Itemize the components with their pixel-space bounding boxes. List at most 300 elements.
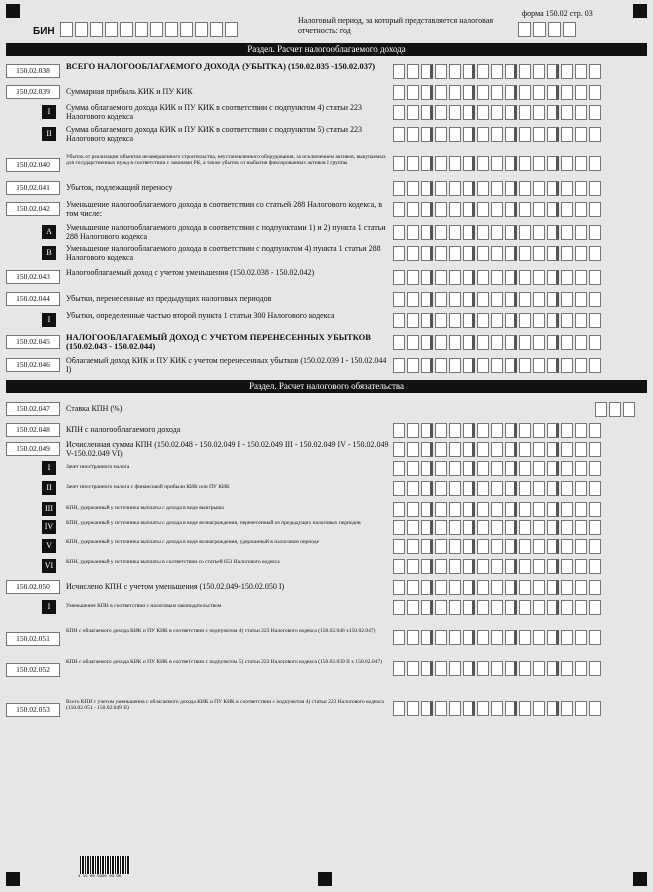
digit-cell[interactable] bbox=[519, 246, 531, 261]
digit-cell[interactable] bbox=[435, 225, 447, 240]
digit-cell[interactable] bbox=[407, 580, 419, 595]
digit-cell[interactable] bbox=[407, 481, 419, 496]
digit-cell[interactable] bbox=[435, 358, 447, 373]
digit-cell[interactable] bbox=[561, 701, 573, 716]
digit-cell[interactable] bbox=[477, 461, 489, 476]
digit-cell[interactable] bbox=[505, 461, 517, 476]
digit-cell[interactable] bbox=[477, 559, 489, 574]
digit-cell[interactable] bbox=[477, 156, 489, 171]
digit-cell[interactable] bbox=[463, 701, 475, 716]
digit-cell[interactable] bbox=[477, 358, 489, 373]
digit-cell[interactable] bbox=[547, 502, 559, 517]
digit-cell[interactable] bbox=[561, 225, 573, 240]
digit-cell[interactable] bbox=[575, 600, 587, 615]
digit-cell[interactable] bbox=[575, 181, 587, 196]
digit-cell[interactable] bbox=[505, 127, 517, 142]
digit-cell[interactable] bbox=[421, 181, 433, 196]
digit-cell[interactable] bbox=[421, 461, 433, 476]
digit-cell[interactable] bbox=[518, 22, 531, 37]
digit-cell[interactable] bbox=[519, 580, 531, 595]
amount-input[interactable] bbox=[393, 270, 601, 285]
digit-cell[interactable] bbox=[589, 181, 601, 196]
digit-cell[interactable] bbox=[575, 442, 587, 457]
digit-cell[interactable] bbox=[547, 559, 559, 574]
digit-cell[interactable] bbox=[449, 85, 461, 100]
digit-cell[interactable] bbox=[421, 661, 433, 676]
digit-cell[interactable] bbox=[519, 701, 531, 716]
digit-cell[interactable] bbox=[589, 85, 601, 100]
digit-cell[interactable] bbox=[435, 701, 447, 716]
digit-cell[interactable] bbox=[435, 156, 447, 171]
digit-cell[interactable] bbox=[533, 156, 545, 171]
digit-cell[interactable] bbox=[547, 246, 559, 261]
digit-cell[interactable] bbox=[407, 661, 419, 676]
digit-cell[interactable] bbox=[449, 559, 461, 574]
digit-cell[interactable] bbox=[519, 358, 531, 373]
digit-cell[interactable] bbox=[477, 539, 489, 554]
digit-cell[interactable] bbox=[120, 22, 133, 37]
digit-cell[interactable] bbox=[135, 22, 148, 37]
digit-cell[interactable] bbox=[477, 292, 489, 307]
amount-input[interactable] bbox=[393, 520, 601, 535]
digit-cell[interactable] bbox=[561, 105, 573, 120]
digit-cell[interactable] bbox=[561, 64, 573, 79]
digit-cell[interactable] bbox=[505, 181, 517, 196]
digit-cell[interactable] bbox=[449, 105, 461, 120]
digit-cell[interactable] bbox=[533, 292, 545, 307]
digit-cell[interactable] bbox=[393, 481, 405, 496]
digit-cell[interactable] bbox=[393, 292, 405, 307]
digit-cell[interactable] bbox=[575, 481, 587, 496]
digit-cell[interactable] bbox=[463, 442, 475, 457]
digit-cell[interactable] bbox=[589, 630, 601, 645]
digit-cell[interactable] bbox=[575, 246, 587, 261]
digit-cell[interactable] bbox=[407, 270, 419, 285]
amount-input[interactable] bbox=[393, 502, 601, 517]
digit-cell[interactable] bbox=[477, 335, 489, 350]
digit-cell[interactable] bbox=[393, 442, 405, 457]
digit-cell[interactable] bbox=[210, 22, 223, 37]
digit-cell[interactable] bbox=[407, 335, 419, 350]
digit-cell[interactable] bbox=[421, 225, 433, 240]
digit-cell[interactable] bbox=[435, 313, 447, 328]
digit-cell[interactable] bbox=[589, 292, 601, 307]
digit-cell[interactable] bbox=[561, 539, 573, 554]
digit-cell[interactable] bbox=[449, 313, 461, 328]
digit-cell[interactable] bbox=[421, 559, 433, 574]
digit-cell[interactable] bbox=[561, 156, 573, 171]
digit-cell[interactable] bbox=[519, 85, 531, 100]
digit-cell[interactable] bbox=[575, 156, 587, 171]
digit-cell[interactable] bbox=[533, 225, 545, 240]
digit-cell[interactable] bbox=[435, 600, 447, 615]
digit-cell[interactable] bbox=[435, 520, 447, 535]
digit-cell[interactable] bbox=[407, 105, 419, 120]
digit-cell[interactable] bbox=[407, 181, 419, 196]
digit-cell[interactable] bbox=[477, 202, 489, 217]
digit-cell[interactable] bbox=[575, 661, 587, 676]
digit-cell[interactable] bbox=[533, 701, 545, 716]
digit-cell[interactable] bbox=[463, 270, 475, 285]
digit-cell[interactable] bbox=[463, 520, 475, 535]
digit-cell[interactable] bbox=[533, 600, 545, 615]
digit-cell[interactable] bbox=[449, 442, 461, 457]
digit-cell[interactable] bbox=[491, 559, 503, 574]
amount-input[interactable] bbox=[393, 539, 601, 554]
digit-cell[interactable] bbox=[519, 105, 531, 120]
digit-cell[interactable] bbox=[407, 246, 419, 261]
digit-cell[interactable] bbox=[533, 502, 545, 517]
digit-cell[interactable] bbox=[421, 580, 433, 595]
digit-cell[interactable] bbox=[563, 22, 576, 37]
digit-cell[interactable] bbox=[505, 442, 517, 457]
digit-cell[interactable] bbox=[533, 181, 545, 196]
digit-cell[interactable] bbox=[589, 105, 601, 120]
digit-cell[interactable] bbox=[589, 661, 601, 676]
digit-cell[interactable] bbox=[195, 22, 208, 37]
digit-cell[interactable] bbox=[575, 270, 587, 285]
digit-cell[interactable] bbox=[589, 64, 601, 79]
digit-cell[interactable] bbox=[407, 630, 419, 645]
digit-cell[interactable] bbox=[547, 539, 559, 554]
digit-cell[interactable] bbox=[449, 64, 461, 79]
digit-cell[interactable] bbox=[505, 630, 517, 645]
digit-cell[interactable] bbox=[561, 661, 573, 676]
digit-cell[interactable] bbox=[547, 105, 559, 120]
digit-cell[interactable] bbox=[393, 202, 405, 217]
digit-cell[interactable] bbox=[609, 402, 621, 417]
digit-cell[interactable] bbox=[589, 246, 601, 261]
digit-cell[interactable] bbox=[505, 64, 517, 79]
digit-cell[interactable] bbox=[491, 442, 503, 457]
digit-cell[interactable] bbox=[519, 292, 531, 307]
digit-cell[interactable] bbox=[491, 246, 503, 261]
digit-cell[interactable] bbox=[449, 423, 461, 438]
digit-cell[interactable] bbox=[477, 127, 489, 142]
digit-cell[interactable] bbox=[575, 539, 587, 554]
digit-cell[interactable] bbox=[491, 292, 503, 307]
digit-cell[interactable] bbox=[421, 85, 433, 100]
digit-cell[interactable] bbox=[505, 246, 517, 261]
digit-cell[interactable] bbox=[505, 358, 517, 373]
digit-cell[interactable] bbox=[463, 580, 475, 595]
digit-cell[interactable] bbox=[595, 402, 607, 417]
digit-cell[interactable] bbox=[505, 701, 517, 716]
digit-cell[interactable] bbox=[449, 701, 461, 716]
digit-cell[interactable] bbox=[533, 423, 545, 438]
digit-cell[interactable] bbox=[393, 701, 405, 716]
digit-cell[interactable] bbox=[421, 335, 433, 350]
digit-cell[interactable] bbox=[575, 85, 587, 100]
digit-cell[interactable] bbox=[449, 520, 461, 535]
digit-cell[interactable] bbox=[435, 481, 447, 496]
amount-input[interactable] bbox=[393, 181, 601, 196]
digit-cell[interactable] bbox=[477, 701, 489, 716]
digit-cell[interactable] bbox=[60, 22, 73, 37]
digit-cell[interactable] bbox=[533, 64, 545, 79]
digit-cell[interactable] bbox=[561, 246, 573, 261]
digit-cell[interactable] bbox=[75, 22, 88, 37]
digit-cell[interactable] bbox=[561, 580, 573, 595]
digit-cell[interactable] bbox=[589, 156, 601, 171]
digit-cell[interactable] bbox=[491, 701, 503, 716]
digit-cell[interactable] bbox=[589, 502, 601, 517]
digit-cell[interactable] bbox=[463, 661, 475, 676]
digit-cell[interactable] bbox=[407, 502, 419, 517]
digit-cell[interactable] bbox=[477, 661, 489, 676]
digit-cell[interactable] bbox=[547, 292, 559, 307]
digit-cell[interactable] bbox=[547, 313, 559, 328]
amount-input[interactable] bbox=[393, 461, 601, 476]
digit-cell[interactable] bbox=[421, 600, 433, 615]
digit-cell[interactable] bbox=[533, 85, 545, 100]
digit-cell[interactable] bbox=[519, 335, 531, 350]
digit-cell[interactable] bbox=[589, 313, 601, 328]
digit-cell[interactable] bbox=[589, 701, 601, 716]
digit-cell[interactable] bbox=[589, 202, 601, 217]
digit-cell[interactable] bbox=[407, 85, 419, 100]
digit-cell[interactable] bbox=[449, 156, 461, 171]
digit-cell[interactable] bbox=[519, 156, 531, 171]
digit-cell[interactable] bbox=[225, 22, 238, 37]
digit-cell[interactable] bbox=[491, 502, 503, 517]
digit-cell[interactable] bbox=[407, 461, 419, 476]
digit-cell[interactable] bbox=[477, 313, 489, 328]
digit-cell[interactable] bbox=[407, 423, 419, 438]
digit-cell[interactable] bbox=[491, 539, 503, 554]
digit-cell[interactable] bbox=[435, 502, 447, 517]
digit-cell[interactable] bbox=[547, 701, 559, 716]
digit-cell[interactable] bbox=[421, 105, 433, 120]
digit-cell[interactable] bbox=[491, 423, 503, 438]
digit-cell[interactable] bbox=[519, 661, 531, 676]
digit-cell[interactable] bbox=[435, 202, 447, 217]
digit-cell[interactable] bbox=[547, 600, 559, 615]
digit-cell[interactable] bbox=[393, 461, 405, 476]
digit-cell[interactable] bbox=[491, 127, 503, 142]
digit-cell[interactable] bbox=[491, 461, 503, 476]
digit-cell[interactable] bbox=[575, 292, 587, 307]
digit-cell[interactable] bbox=[547, 520, 559, 535]
digit-cell[interactable] bbox=[435, 661, 447, 676]
digit-cell[interactable] bbox=[519, 461, 531, 476]
digit-cell[interactable] bbox=[589, 127, 601, 142]
amount-input[interactable] bbox=[393, 313, 601, 328]
digit-cell[interactable] bbox=[547, 630, 559, 645]
digit-cell[interactable] bbox=[165, 22, 178, 37]
digit-cell[interactable] bbox=[449, 661, 461, 676]
digit-cell[interactable] bbox=[407, 313, 419, 328]
digit-cell[interactable] bbox=[421, 442, 433, 457]
digit-cell[interactable] bbox=[463, 181, 475, 196]
amount-input[interactable] bbox=[393, 156, 601, 171]
digit-cell[interactable] bbox=[435, 559, 447, 574]
digit-cell[interactable] bbox=[519, 225, 531, 240]
digit-cell[interactable] bbox=[491, 313, 503, 328]
amount-input[interactable] bbox=[393, 292, 601, 307]
digit-cell[interactable] bbox=[105, 22, 118, 37]
digit-cell[interactable] bbox=[519, 630, 531, 645]
digit-cell[interactable] bbox=[533, 202, 545, 217]
digit-cell[interactable] bbox=[491, 481, 503, 496]
digit-cell[interactable] bbox=[491, 580, 503, 595]
digit-cell[interactable] bbox=[393, 270, 405, 285]
amount-input[interactable] bbox=[393, 127, 601, 142]
digit-cell[interactable] bbox=[477, 442, 489, 457]
digit-cell[interactable] bbox=[533, 481, 545, 496]
digit-cell[interactable] bbox=[435, 335, 447, 350]
digit-cell[interactable] bbox=[435, 64, 447, 79]
digit-cell[interactable] bbox=[407, 539, 419, 554]
digit-cell[interactable] bbox=[561, 335, 573, 350]
digit-cell[interactable] bbox=[180, 22, 193, 37]
digit-cell[interactable] bbox=[491, 64, 503, 79]
digit-cell[interactable] bbox=[561, 423, 573, 438]
digit-cell[interactable] bbox=[463, 358, 475, 373]
digit-cell[interactable] bbox=[477, 520, 489, 535]
digit-cell[interactable] bbox=[421, 127, 433, 142]
digit-cell[interactable] bbox=[575, 358, 587, 373]
digit-cell[interactable] bbox=[575, 202, 587, 217]
amount-input[interactable] bbox=[393, 358, 601, 373]
digit-cell[interactable] bbox=[491, 202, 503, 217]
digit-cell[interactable] bbox=[407, 520, 419, 535]
digit-cell[interactable] bbox=[547, 85, 559, 100]
digit-cell[interactable] bbox=[561, 127, 573, 142]
digit-cell[interactable] bbox=[435, 85, 447, 100]
digit-cell[interactable] bbox=[393, 85, 405, 100]
digit-cell[interactable] bbox=[393, 539, 405, 554]
digit-cell[interactable] bbox=[421, 292, 433, 307]
digit-cell[interactable] bbox=[449, 202, 461, 217]
digit-cell[interactable] bbox=[505, 661, 517, 676]
digit-cell[interactable] bbox=[491, 156, 503, 171]
digit-cell[interactable] bbox=[505, 292, 517, 307]
digit-cell[interactable] bbox=[407, 225, 419, 240]
amount-input[interactable] bbox=[393, 423, 601, 438]
digit-cell[interactable] bbox=[575, 520, 587, 535]
digit-cell[interactable] bbox=[421, 630, 433, 645]
amount-input[interactable] bbox=[393, 105, 601, 120]
digit-cell[interactable] bbox=[435, 580, 447, 595]
digit-cell[interactable] bbox=[407, 64, 419, 79]
digit-cell[interactable] bbox=[491, 225, 503, 240]
digit-cell[interactable] bbox=[463, 559, 475, 574]
digit-cell[interactable] bbox=[533, 442, 545, 457]
digit-cell[interactable] bbox=[393, 64, 405, 79]
digit-cell[interactable] bbox=[533, 520, 545, 535]
digit-cell[interactable] bbox=[477, 630, 489, 645]
digit-cell[interactable] bbox=[561, 313, 573, 328]
digit-cell[interactable] bbox=[547, 661, 559, 676]
digit-cell[interactable] bbox=[589, 225, 601, 240]
digit-cell[interactable] bbox=[519, 64, 531, 79]
digit-cell[interactable] bbox=[491, 630, 503, 645]
digit-cell[interactable] bbox=[505, 600, 517, 615]
digit-cell[interactable] bbox=[393, 600, 405, 615]
digit-cell[interactable] bbox=[449, 292, 461, 307]
digit-cell[interactable] bbox=[407, 358, 419, 373]
digit-cell[interactable] bbox=[519, 481, 531, 496]
digit-cell[interactable] bbox=[421, 270, 433, 285]
digit-cell[interactable] bbox=[393, 580, 405, 595]
digit-cell[interactable] bbox=[477, 502, 489, 517]
digit-cell[interactable] bbox=[547, 481, 559, 496]
digit-cell[interactable] bbox=[575, 559, 587, 574]
digit-cell[interactable] bbox=[589, 270, 601, 285]
digit-cell[interactable] bbox=[561, 442, 573, 457]
digit-cell[interactable] bbox=[477, 600, 489, 615]
digit-cell[interactable] bbox=[505, 481, 517, 496]
digit-cell[interactable] bbox=[421, 701, 433, 716]
digit-cell[interactable] bbox=[463, 630, 475, 645]
digit-cell[interactable] bbox=[623, 402, 635, 417]
digit-cell[interactable] bbox=[393, 225, 405, 240]
digit-cell[interactable] bbox=[547, 335, 559, 350]
digit-cell[interactable] bbox=[393, 630, 405, 645]
amount-input[interactable] bbox=[393, 630, 601, 645]
digit-cell[interactable] bbox=[589, 600, 601, 615]
digit-cell[interactable] bbox=[463, 127, 475, 142]
digit-cell[interactable] bbox=[519, 600, 531, 615]
amount-input[interactable] bbox=[393, 442, 601, 457]
digit-cell[interactable] bbox=[547, 127, 559, 142]
digit-cell[interactable] bbox=[575, 580, 587, 595]
digit-cell[interactable] bbox=[547, 156, 559, 171]
digit-cell[interactable] bbox=[589, 580, 601, 595]
digit-cell[interactable] bbox=[463, 600, 475, 615]
digit-cell[interactable] bbox=[547, 64, 559, 79]
digit-cell[interactable] bbox=[463, 156, 475, 171]
digit-cell[interactable] bbox=[449, 358, 461, 373]
digit-cell[interactable] bbox=[547, 181, 559, 196]
digit-cell[interactable] bbox=[491, 105, 503, 120]
digit-cell[interactable] bbox=[491, 600, 503, 615]
digit-cell[interactable] bbox=[393, 335, 405, 350]
digit-cell[interactable] bbox=[435, 246, 447, 261]
digit-cell[interactable] bbox=[505, 105, 517, 120]
digit-cell[interactable] bbox=[449, 580, 461, 595]
digit-cell[interactable] bbox=[477, 64, 489, 79]
digit-cell[interactable] bbox=[533, 105, 545, 120]
digit-cell[interactable] bbox=[491, 335, 503, 350]
amount-input[interactable] bbox=[393, 225, 601, 240]
digit-cell[interactable] bbox=[561, 181, 573, 196]
digit-cell[interactable] bbox=[407, 442, 419, 457]
digit-cell[interactable] bbox=[407, 202, 419, 217]
amount-input[interactable] bbox=[393, 481, 601, 496]
digit-cell[interactable] bbox=[547, 270, 559, 285]
digit-cell[interactable] bbox=[533, 661, 545, 676]
digit-cell[interactable] bbox=[589, 539, 601, 554]
digit-cell[interactable] bbox=[407, 701, 419, 716]
digit-cell[interactable] bbox=[575, 313, 587, 328]
digit-cell[interactable] bbox=[393, 313, 405, 328]
digit-cell[interactable] bbox=[547, 442, 559, 457]
digit-cell[interactable] bbox=[491, 85, 503, 100]
digit-cell[interactable] bbox=[547, 461, 559, 476]
digit-cell[interactable] bbox=[575, 630, 587, 645]
digit-cell[interactable] bbox=[589, 559, 601, 574]
digit-cell[interactable] bbox=[435, 423, 447, 438]
digit-cell[interactable] bbox=[547, 580, 559, 595]
digit-cell[interactable] bbox=[477, 423, 489, 438]
digit-cell[interactable] bbox=[463, 423, 475, 438]
digit-cell[interactable] bbox=[407, 156, 419, 171]
digit-cell[interactable] bbox=[449, 335, 461, 350]
digit-cell[interactable] bbox=[575, 335, 587, 350]
digit-cell[interactable] bbox=[421, 539, 433, 554]
